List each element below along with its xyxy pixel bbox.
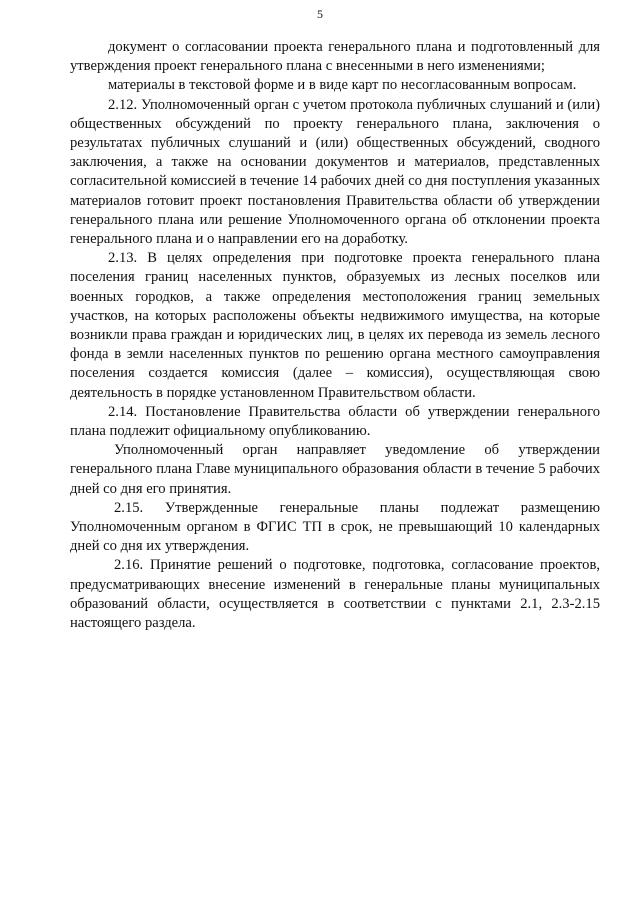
paragraph-2-12: 2.12. Уполномоченный орган с учетом протокола публичных слушаний и (или) общественных обсуждений по проекту генерального плана, заключения о результатах публичных слушаний и (или) общественных обсуждений, сводного заключения, а также на основании документов и материалов, представленных согласительной комиссией в течение 14 рабочих дней со дня поступления указанных материалов готовит проект постановления Правительства области об утверждении генерального плана или решение Уполномоченного органа об отклонении проекта генерального плана и о направлении его на доработку. <box>70 96 600 248</box>
document-body <box>70 38 600 633</box>
paragraph-2-16: 2.16. Принятие решений о подготовке, подготовка, согласование проектов, предусматривающих внесение изменений в генеральные планы муниципальных образований области, осуществляется в соответствии с пунктами 2.1, 2.3-2.15 настоящего раздела. <box>70 557 600 632</box>
paragraph-2-13: 2.13. В целях определения при подготовке проекта генерального плана поселения границ населенных пунктов, образуемых из лесных поселков или военных городков, а также определения местоположения границ земельных участков, на которых расположены объекты недвижимого имущества, на которые возникли права граждан и юридических лиц, в целях их перевода из земель лесного фонда в земли населенных пунктов по решению органа местного самоуправления поселения создается комиссия (далее – комиссия), осуществляющая свою деятельность в порядке установленном Правительством области. <box>70 250 600 401</box>
paragraph-2-14: 2.14. Постановление Правительства области об утверждении генерального плана подлежит официальному опубликованию. <box>70 403 600 440</box>
paragraph-2-15: 2.15. Утвержденные генеральные планы подлежат размещению Уполномоченным органом в ФГИС ТП в срок, не превышающий 10 календарных дней со дня их утверждения. <box>70 499 600 555</box>
page-number: 5 <box>317 7 323 21</box>
paragraph-notification: Уполномоченный орган направляет уведомление об утверждении генерального плана Главе муниципального образования области в течение 5 рабочих дней со дня его принятия. <box>70 442 600 497</box>
paragraph-materials: материалы в текстовой форме и в виде карт по несогласованным вопросам. <box>108 77 577 94</box>
paragraph-approval-document: документ о согласовании проекта генерального плана и подготовленный для утверждения проект генерального плана с внесенными в него изменениями; <box>70 39 600 75</box>
